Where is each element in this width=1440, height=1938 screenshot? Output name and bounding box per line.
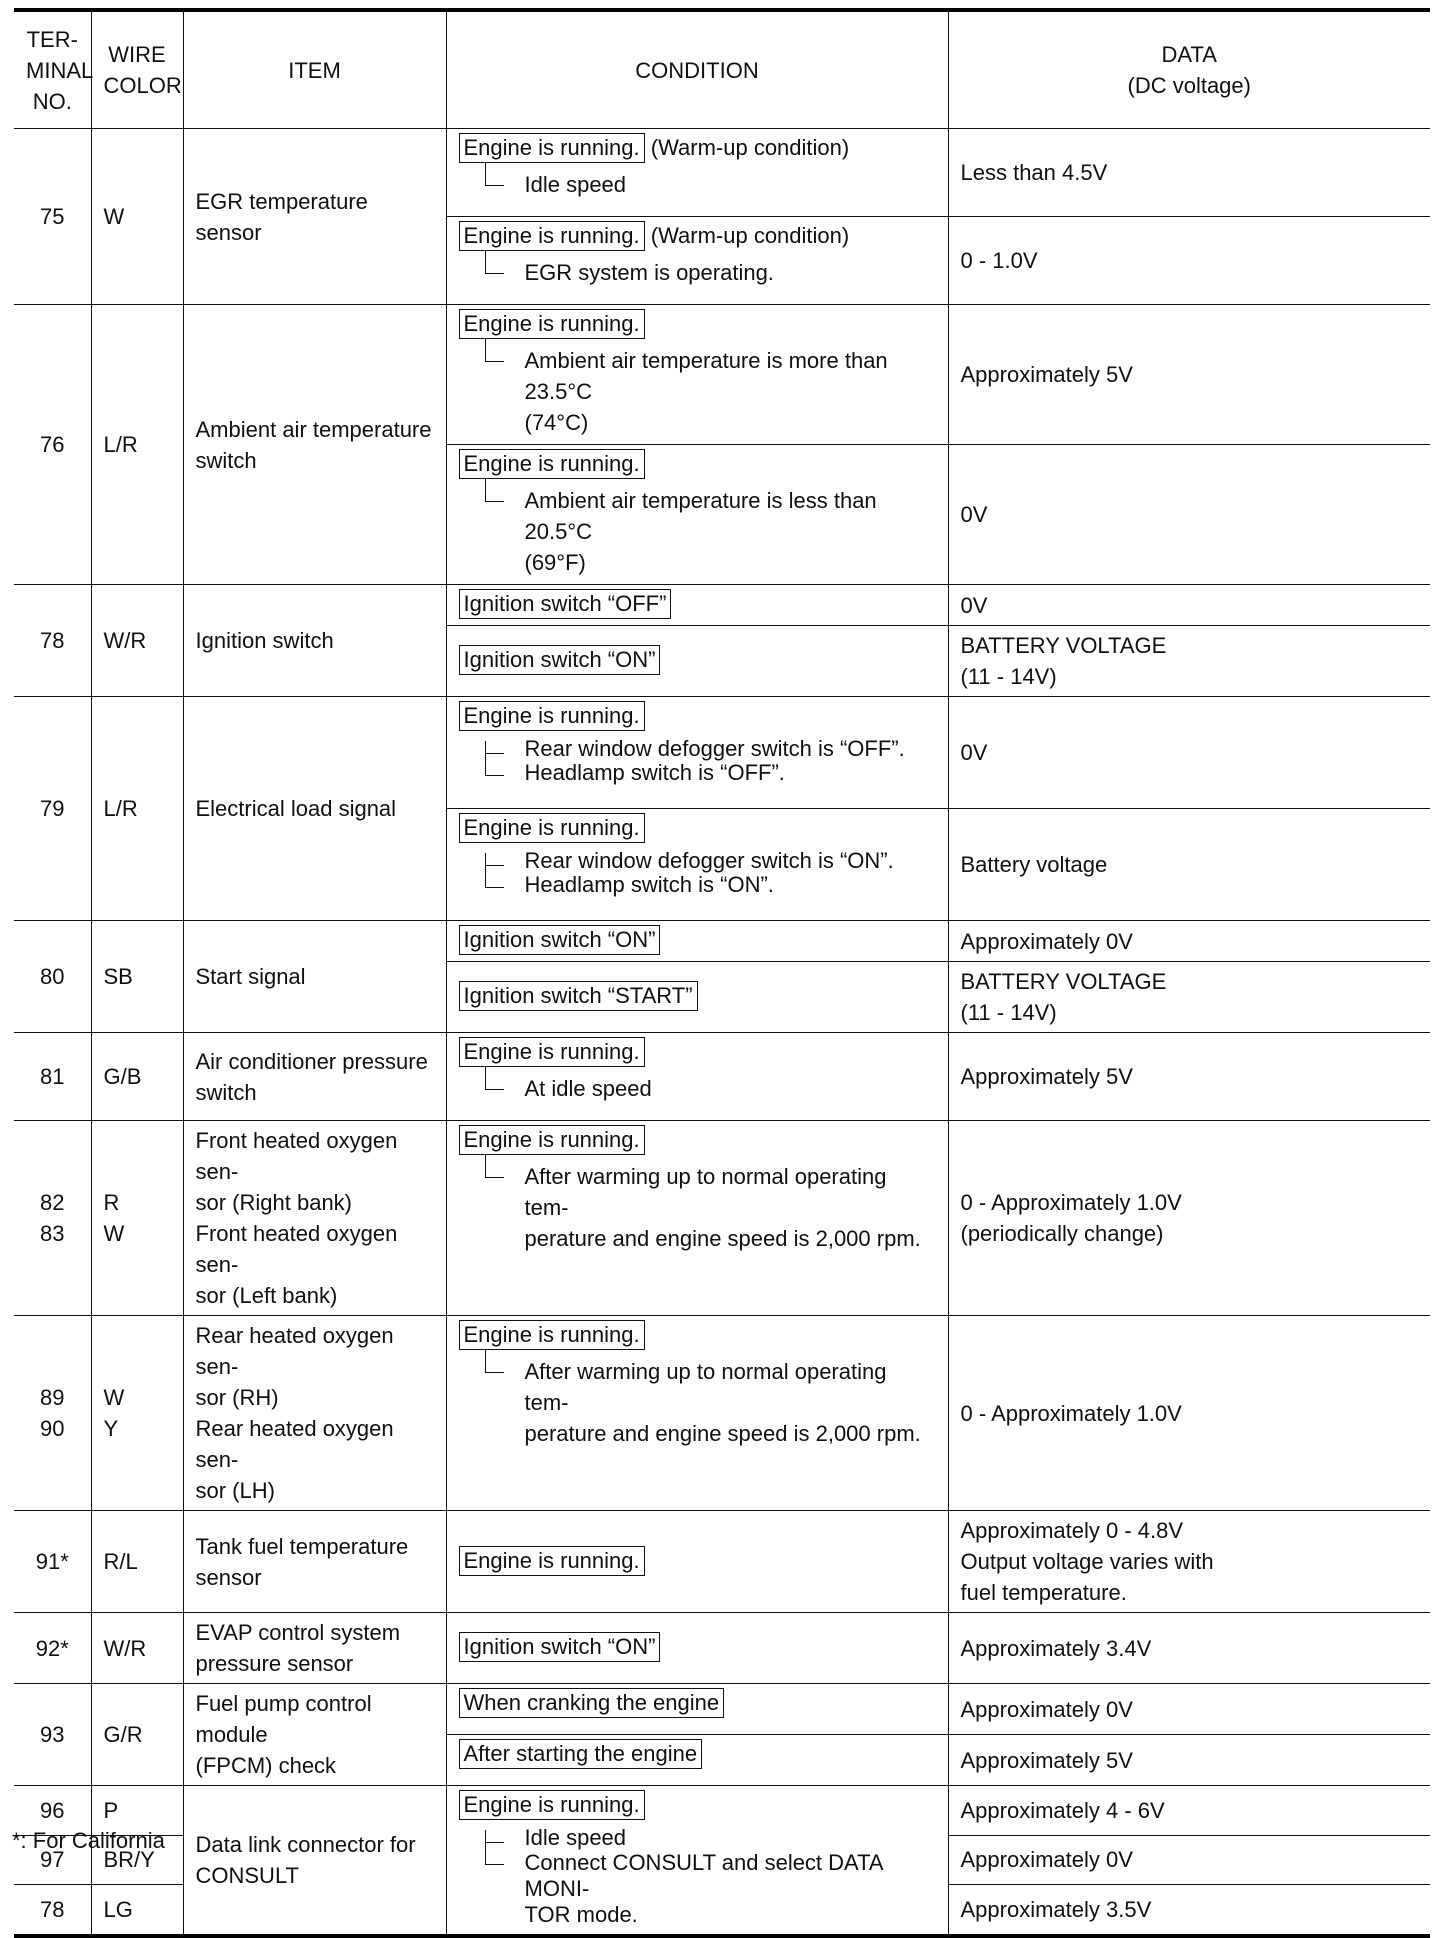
data-value: Approximately 0 - 4.8V Output voltage varies with fuel temperature. xyxy=(948,1511,1430,1613)
data-value: 0V xyxy=(948,445,1430,585)
condition xyxy=(446,445,948,585)
data-value: Approximately 5V xyxy=(948,305,1430,445)
data-value: 0V xyxy=(948,697,1430,809)
condition-note: (Warm-up condition) xyxy=(650,223,850,248)
wire-color: L/R xyxy=(91,305,183,585)
item: Ambient air temperature switch xyxy=(183,305,446,585)
wire-color: BR/Y xyxy=(91,1835,183,1885)
wire-color: LG xyxy=(91,1885,183,1936)
condition xyxy=(446,1316,948,1511)
terminal-no: 91* xyxy=(14,1511,91,1613)
condition xyxy=(446,1786,948,1937)
condition-box: Ignition switch “ON” xyxy=(459,645,661,675)
data-value: 0V xyxy=(948,585,1430,626)
condition-box: Ignition switch “ON” xyxy=(459,925,661,955)
table-row xyxy=(14,921,1430,962)
table-row xyxy=(14,1121,1430,1316)
ecm-terminal-table xyxy=(14,8,1430,1938)
condition-box: Engine is running. xyxy=(459,133,645,163)
condition-box: Engine is running. xyxy=(459,701,645,731)
data-value: Approximately 0V xyxy=(948,921,1430,962)
condition xyxy=(446,1735,948,1786)
header-row xyxy=(14,10,1430,129)
item: Front heated oxygen sen- sor (Right bank) Front heated oxygen sen- sor (Left bank) xyxy=(183,1121,446,1316)
data-value: 0 - 1.0V xyxy=(948,217,1430,305)
item: EGR temperature sensor xyxy=(183,129,446,305)
condition-detail: Connect CONSULT and select DATA MONI- xyxy=(524,1850,883,1901)
wire-color: L/R xyxy=(91,697,183,921)
condition-box: When cranking the engine xyxy=(459,1688,725,1718)
condition-detail: Rear window defogger switch is “OFF”. xyxy=(524,736,905,761)
table-row xyxy=(14,1511,1430,1613)
condition xyxy=(446,1121,948,1316)
condition-detail: (74°C) xyxy=(524,410,589,435)
item: Start signal xyxy=(183,921,446,1033)
condition xyxy=(446,1511,948,1613)
terminal-no: 75 xyxy=(14,129,91,305)
table-row xyxy=(14,305,1430,445)
table-row xyxy=(14,585,1430,626)
data-value: Approximately 5V xyxy=(948,1033,1430,1121)
table-row xyxy=(14,697,1430,809)
condition xyxy=(446,921,948,962)
condition-detail: perature and engine speed is 2,000 rpm. xyxy=(524,1421,921,1446)
data-value: Approximately 3.4V xyxy=(948,1613,1430,1684)
condition-detail: Headlamp switch is “OFF”. xyxy=(524,760,785,785)
terminal-no: 80 xyxy=(14,921,91,1033)
wire-color: R/L xyxy=(91,1511,183,1613)
terminal-no: 92* xyxy=(14,1613,91,1684)
condition-box: Engine is running. xyxy=(459,449,645,479)
condition xyxy=(446,585,948,626)
condition-box: Ignition switch “ON” xyxy=(459,1632,661,1662)
condition-detail: EGR system is operating. xyxy=(524,260,774,285)
item: Ignition switch xyxy=(183,585,446,697)
data-value: Approximately 0V xyxy=(948,1684,1430,1735)
condition-box: Engine is running. xyxy=(459,1037,645,1067)
condition-detail: TOR mode. xyxy=(524,1902,638,1927)
condition-detail: Idle speed xyxy=(524,172,627,197)
data-value: BATTERY VOLTAGE (11 - 14V) xyxy=(948,626,1430,697)
condition-detail: Ambient air temperature is less than 20.5°C xyxy=(524,488,877,544)
table-row xyxy=(14,1786,1430,1836)
footnote: *: For California xyxy=(12,1828,165,1853)
terminal-no: 89 90 xyxy=(14,1316,91,1511)
table-row xyxy=(14,129,1430,217)
wire-color: G/R xyxy=(91,1684,183,1786)
header-terminal: TER- MINAL NO. xyxy=(14,10,91,129)
wire-color: G/B xyxy=(91,1033,183,1121)
terminal-no: 79 xyxy=(14,697,91,921)
terminal-no: 97 xyxy=(14,1835,91,1885)
wire-color: SB xyxy=(91,921,183,1033)
terminal-no: 93 xyxy=(14,1684,91,1786)
condition-box: Engine is running. xyxy=(459,1790,645,1820)
condition-box: Ignition switch “START” xyxy=(459,981,698,1011)
condition-detail: After warming up to normal operating tem- xyxy=(524,1164,887,1220)
condition xyxy=(446,129,948,217)
condition xyxy=(446,305,948,445)
condition xyxy=(446,1684,948,1735)
condition-detail: Headlamp switch is “ON”. xyxy=(524,872,774,897)
item: Tank fuel temperature sensor xyxy=(183,1511,446,1613)
condition-box: Engine is running. xyxy=(459,813,645,843)
condition-box: Engine is running. xyxy=(459,1320,645,1350)
condition-box: After starting the engine xyxy=(459,1739,703,1769)
terminal-table-page xyxy=(14,8,1430,1938)
terminal-no: 78 xyxy=(14,1885,91,1936)
terminal-no: 96 xyxy=(14,1786,91,1836)
condition-box: Engine is running. xyxy=(459,221,645,251)
item: Air conditioner pressure switch xyxy=(183,1033,446,1121)
condition-box: Engine is running. xyxy=(459,309,645,339)
condition-box: Engine is running. xyxy=(459,1125,645,1155)
item: Fuel pump control module (FPCM) check xyxy=(183,1684,446,1786)
wire-color: R W xyxy=(91,1121,183,1316)
data-value: Approximately 3.5V xyxy=(948,1885,1430,1936)
data-value: Battery voltage xyxy=(948,809,1430,921)
header-data: DATA (DC voltage) xyxy=(948,10,1430,129)
data-value: Less than 4.5V xyxy=(948,129,1430,217)
condition-detail: (69°F) xyxy=(524,550,586,575)
condition xyxy=(446,1033,948,1121)
data-value: Approximately 5V xyxy=(948,1735,1430,1786)
wire-color: P xyxy=(91,1786,183,1836)
terminal-no: 76 xyxy=(14,305,91,585)
condition-detail: Ambient air temperature is more than 23.5°C xyxy=(524,348,888,404)
table-row xyxy=(14,1316,1430,1511)
wire-color: W/R xyxy=(91,585,183,697)
condition xyxy=(446,809,948,921)
item: Rear heated oxygen sen- sor (RH) Rear heated oxygen sen- sor (LH) xyxy=(183,1316,446,1511)
item: Electrical load signal xyxy=(183,697,446,921)
condition-note: (Warm-up condition) xyxy=(650,135,850,160)
header-condition: CONDITION xyxy=(446,10,948,129)
condition xyxy=(446,626,948,697)
condition-detail: Idle speed xyxy=(524,1825,627,1850)
condition-box: Ignition switch “OFF” xyxy=(459,589,672,619)
condition-detail: After warming up to normal operating tem- xyxy=(524,1359,887,1415)
header-wire-color: WIRE COLOR xyxy=(91,10,183,129)
table-row xyxy=(14,1613,1430,1684)
item: Data link connector for CONSULT xyxy=(183,1786,446,1937)
condition-box: Engine is running. xyxy=(459,1546,645,1576)
condition xyxy=(446,697,948,809)
wire-color: W/R xyxy=(91,1613,183,1684)
wire-color: W xyxy=(91,129,183,305)
condition xyxy=(446,217,948,305)
data-value: Approximately 0V xyxy=(948,1835,1430,1885)
condition xyxy=(446,962,948,1033)
data-value: 0 - Approximately 1.0V xyxy=(948,1316,1430,1511)
wire-color: W Y xyxy=(91,1316,183,1511)
condition xyxy=(446,1613,948,1684)
data-value: 0 - Approximately 1.0V (periodically change) xyxy=(948,1121,1430,1316)
table-row xyxy=(14,1684,1430,1735)
data-value: BATTERY VOLTAGE (11 - 14V) xyxy=(948,962,1430,1033)
condition-detail: At idle speed xyxy=(524,1076,652,1101)
terminal-no: 82 83 xyxy=(14,1121,91,1316)
item: EVAP control system pressure sensor xyxy=(183,1613,446,1684)
table-row xyxy=(14,1033,1430,1121)
terminal-no: 81 xyxy=(14,1033,91,1121)
condition-detail: Rear window defogger switch is “ON”. xyxy=(524,848,894,873)
data-value: Approximately 4 - 6V xyxy=(948,1786,1430,1836)
terminal-no: 78 xyxy=(14,585,91,697)
condition-detail: perature and engine speed is 2,000 rpm. xyxy=(524,1226,921,1251)
header-item: ITEM xyxy=(183,10,446,129)
